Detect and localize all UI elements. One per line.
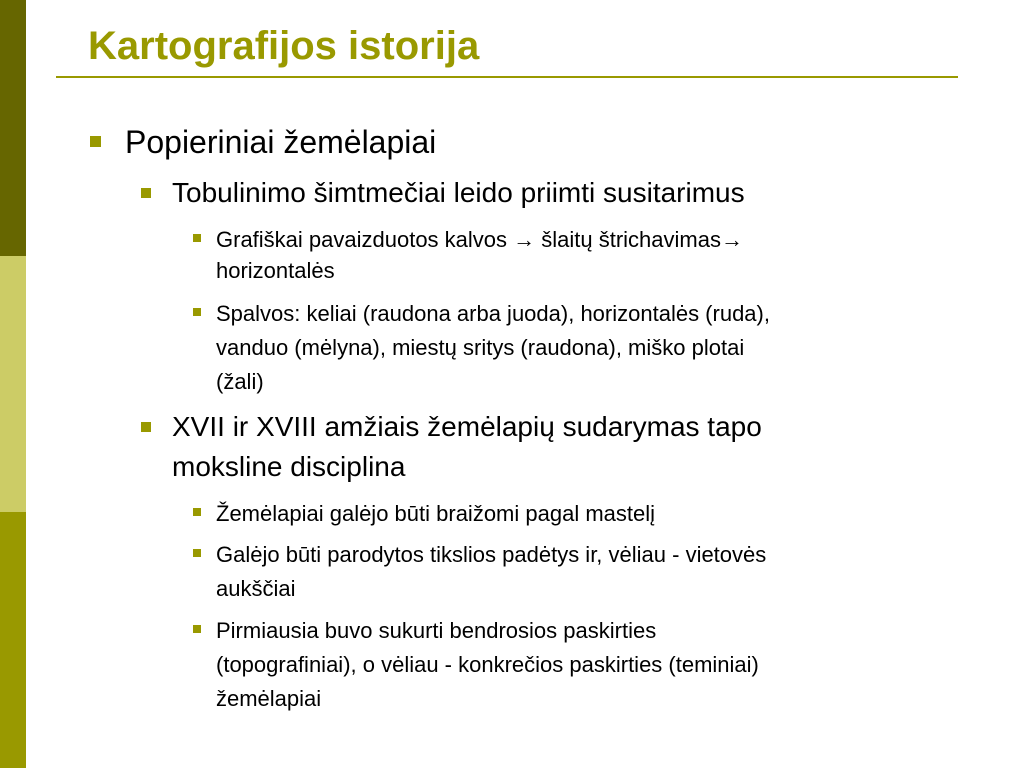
arrow-right-icon: → xyxy=(513,227,536,252)
square-bullet-icon xyxy=(193,308,201,316)
square-bullet-icon xyxy=(90,136,101,147)
bullet-item xyxy=(216,225,743,254)
bullet-item-continuation: (žali) xyxy=(216,369,264,394)
bullet-item-continuation: vanduo (mėlyna), miestų sritys (raudona), miško plotai xyxy=(216,335,745,360)
square-bullet-icon xyxy=(193,508,201,516)
square-bullet-icon xyxy=(141,188,151,198)
bullet-item: XVII ir XVIII amžiais žemėlapių sudarymas tapo xyxy=(172,411,762,442)
bullet-text: šlaitų štrichavimas xyxy=(535,227,721,252)
bullet-item-continuation: aukščiai xyxy=(216,576,296,601)
bullet-item-continuation: moksline disciplina xyxy=(172,451,406,482)
bullet-item: Spalvos: keliai (raudona arba juoda), horizontalės (ruda), xyxy=(216,301,770,326)
square-bullet-icon xyxy=(141,422,151,432)
arrow-right-icon: → xyxy=(720,227,743,252)
slide-title: Kartografijos istorija xyxy=(88,24,480,68)
bullet-item: Galėjo būti parodytos tikslios padėtys ir, vėliau - vietovės xyxy=(216,542,767,567)
bullet-item: Popieriniai žemėlapiai xyxy=(125,124,437,160)
bullet-item: Pirmiausia buvo sukurti bendrosios paskirties xyxy=(216,618,657,643)
square-bullet-icon xyxy=(193,549,201,557)
square-bullet-icon xyxy=(193,234,201,242)
bullet-item-continuation: žemėlapiai xyxy=(216,686,322,711)
bullet-text: Grafiškai pavaizduotos kalvos xyxy=(216,227,514,252)
bullet-item-continuation: horizontalės xyxy=(216,258,335,283)
bullet-item: Žemėlapiai galėjo būti braižomi pagal mastelį xyxy=(216,501,656,526)
bullet-item-continuation: (topografiniai), o vėliau - konkrečios paskirties (teminiai) xyxy=(216,652,759,677)
bullet-item: Tobulinimo šimtmečiai leido priimti susitarimus xyxy=(172,177,745,208)
square-bullet-icon xyxy=(193,625,201,633)
